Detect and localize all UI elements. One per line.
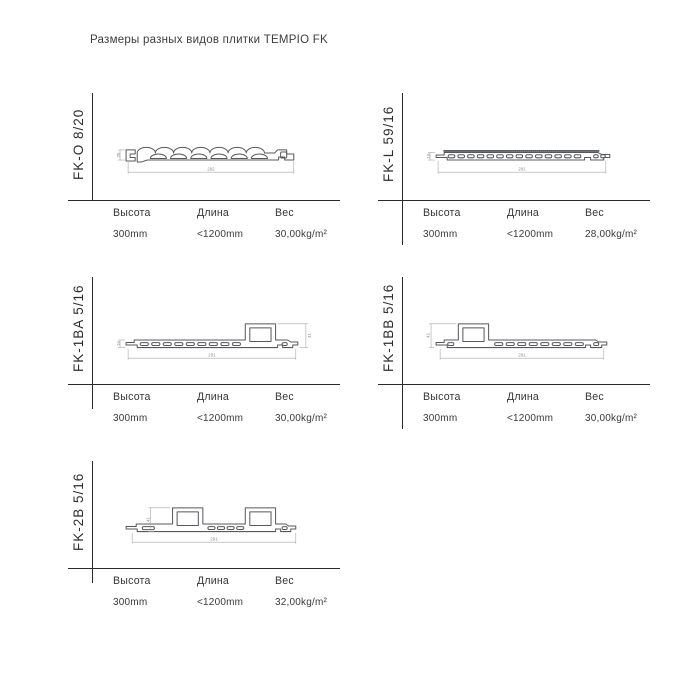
spec-table-header <box>113 207 359 219</box>
spec-table-values <box>113 597 359 608</box>
section-rule-vertical <box>402 93 403 245</box>
header-height: Высота <box>423 207 461 219</box>
header-length: Длина <box>197 391 230 403</box>
value-weight: 30,00kg/m² <box>585 413 638 424</box>
header-length: Длина <box>507 391 540 403</box>
value-length: <1200mm <box>507 413 554 424</box>
section-fk-1ba <box>58 272 340 442</box>
dim-box-label: 41 <box>426 332 431 338</box>
value-weight: 30,00kg/m² <box>275 413 328 424</box>
section-label: FK-O 8/20 <box>71 108 86 180</box>
value-weight: 30,00kg/m² <box>275 229 328 240</box>
profile-drawing-fk-l <box>426 130 628 184</box>
header-length: Длина <box>197 575 230 587</box>
dim-width-label: 291 <box>518 352 526 358</box>
profile-drawing-fk-1ba <box>116 314 318 368</box>
section-fk-l <box>368 88 650 258</box>
header-height: Высота <box>113 575 151 587</box>
spec-table-header <box>113 391 359 403</box>
section-rule-vertical <box>92 93 93 200</box>
header-height: Высота <box>113 207 151 219</box>
value-weight: 32,00kg/m² <box>275 597 328 608</box>
profile-drawing-fk-2b <box>116 498 318 552</box>
header-height: Высота <box>113 391 151 403</box>
dim-width-label: 291 <box>210 536 218 542</box>
spec-table-header <box>113 575 359 587</box>
value-height: 300mm <box>113 413 148 424</box>
spec-table-values <box>113 413 359 424</box>
profile-outline <box>126 508 296 532</box>
section-fk-o <box>58 88 340 258</box>
header-length: Длина <box>507 207 540 219</box>
dim-thickness-label: 20 <box>116 152 122 158</box>
section-fk-1bb <box>368 272 650 442</box>
profile-outline <box>436 151 610 160</box>
dim-thickness-label: 16 <box>426 153 432 159</box>
section-label: FK-L 59/16 <box>381 105 396 183</box>
value-length: <1200mm <box>197 229 244 240</box>
header-weight: Вес <box>585 207 604 219</box>
profile-outline <box>436 324 607 348</box>
header-weight: Вес <box>275 207 294 219</box>
value-height: 300mm <box>113 597 148 608</box>
value-height: 300mm <box>113 229 148 240</box>
section-rule-horizontal <box>68 568 340 569</box>
header-length: Длина <box>197 207 230 219</box>
dim-thickness-label: 16 <box>116 341 122 346</box>
dimension-lines <box>118 150 294 174</box>
profile-drawing-fk-o <box>116 130 318 184</box>
spec-table-values <box>423 413 669 424</box>
spec-table-header <box>423 391 669 403</box>
section-rule-vertical <box>402 277 403 429</box>
header-weight: Вес <box>275 575 294 587</box>
value-height: 300mm <box>423 413 458 424</box>
dim-width-label: 291 <box>518 166 526 172</box>
section-rule-horizontal <box>68 200 340 201</box>
section-fk-2b <box>58 456 340 626</box>
profile-drawing-fk-1bb <box>426 314 628 368</box>
spec-table-header <box>423 207 669 219</box>
value-length: <1200mm <box>507 229 554 240</box>
profile-outline <box>126 324 298 348</box>
dim-width-label: 291 <box>208 352 216 358</box>
dim-box-label: 41 <box>306 332 312 338</box>
section-rule-vertical <box>92 461 93 583</box>
section-label: FK-1BB 5/16 <box>381 283 396 373</box>
value-height: 300mm <box>423 229 458 240</box>
dim-box-label: 41 <box>145 516 151 522</box>
section-rule-horizontal <box>68 384 340 385</box>
header-height: Высота <box>423 391 461 403</box>
section-rule-horizontal <box>378 200 650 201</box>
spec-table-values <box>423 229 669 240</box>
page-title: Размеры разных видов плитки TEMPIO FK <box>90 34 328 46</box>
value-length: <1200mm <box>197 597 244 608</box>
dim-width-label: 292 <box>207 166 215 172</box>
header-weight: Вес <box>585 391 604 403</box>
spec-table-values <box>113 229 359 240</box>
section-label: FK-1BA 5/16 <box>71 284 86 372</box>
value-weight: 28,00kg/m² <box>585 229 638 240</box>
dimension-lines <box>429 324 604 360</box>
value-length: <1200mm <box>197 413 244 424</box>
header-weight: Вес <box>275 391 294 403</box>
profile-outline <box>126 147 294 162</box>
section-label: FK-2B 5/16 <box>71 472 86 552</box>
section-rule-vertical <box>92 277 93 409</box>
section-rule-horizontal <box>378 384 650 385</box>
